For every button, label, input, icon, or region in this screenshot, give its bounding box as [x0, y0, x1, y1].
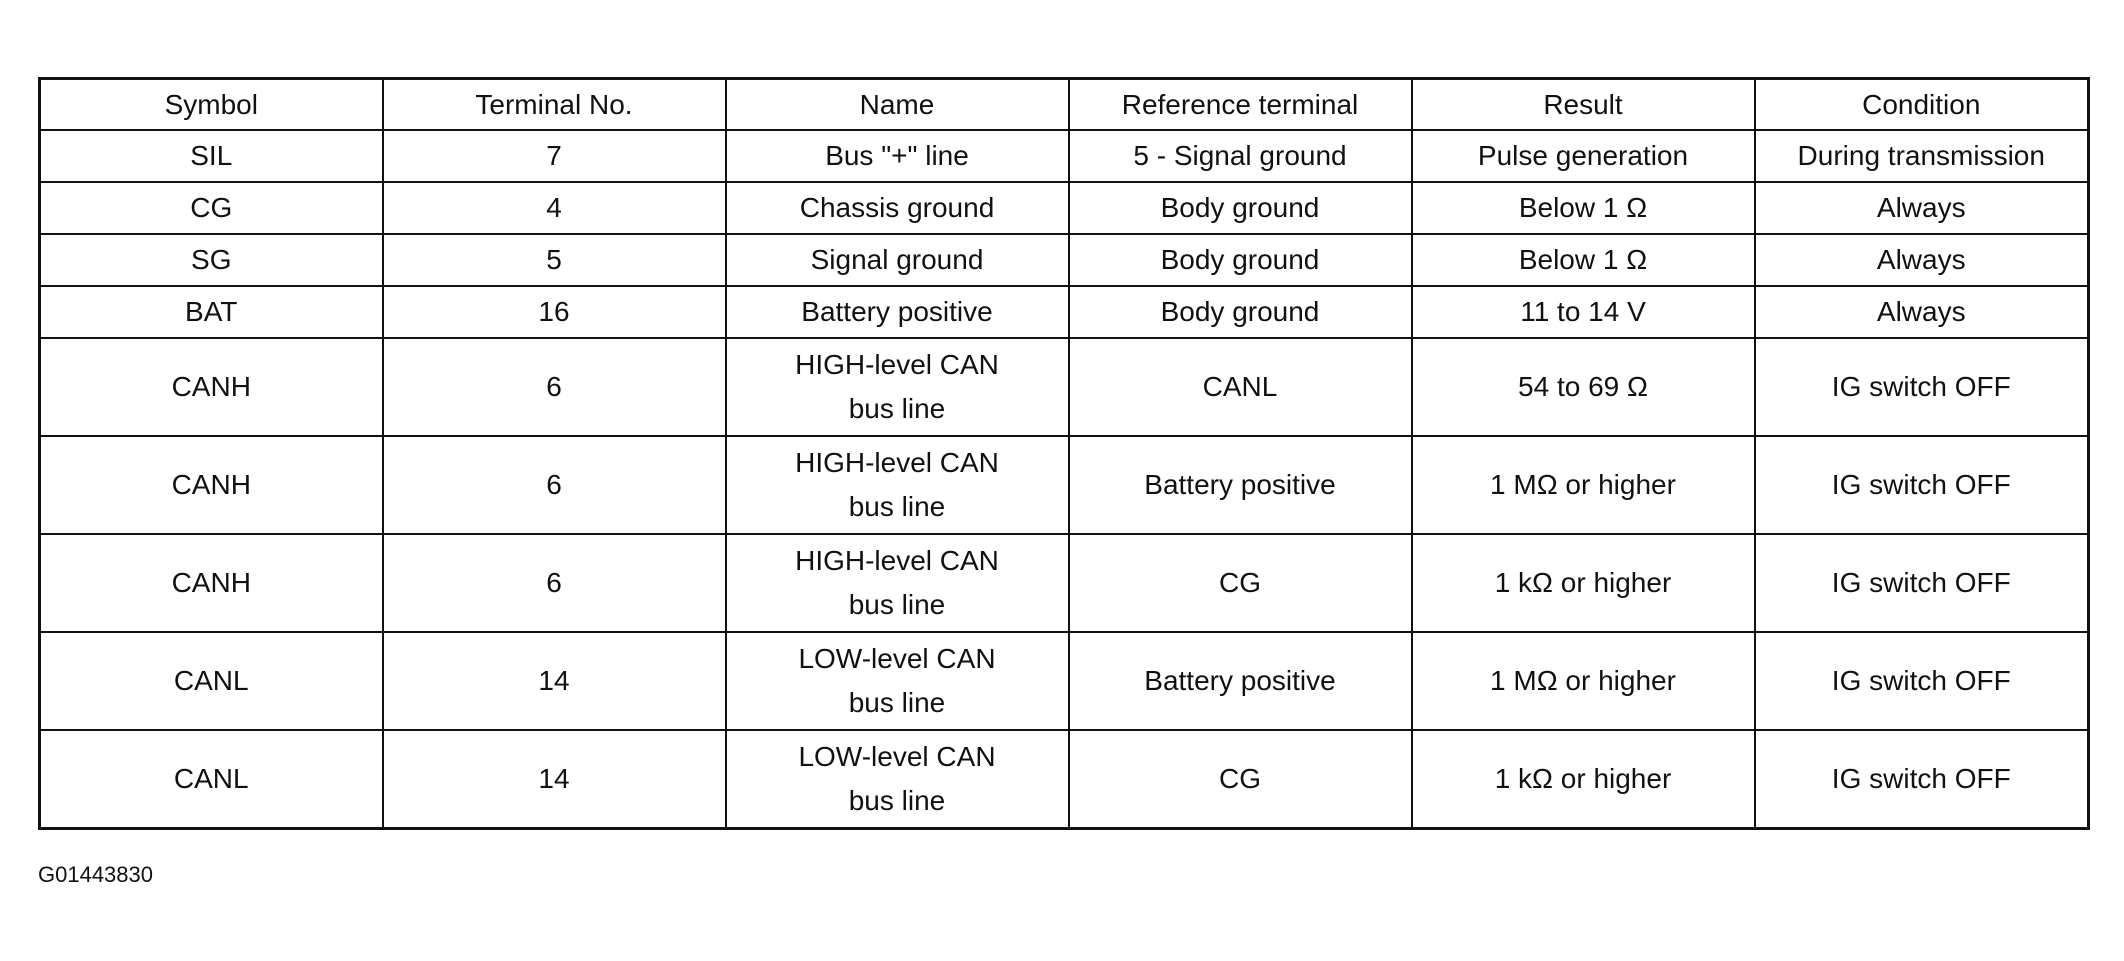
table-row — [40, 534, 2089, 632]
cell-terminal: 14 — [383, 632, 726, 730]
header-symbol: Symbol — [40, 79, 383, 131]
cell-terminal: 6 — [383, 436, 726, 534]
cell-condition: Always — [1755, 286, 2089, 338]
cell-reference: Body ground — [1069, 182, 1412, 234]
cell-name: Chassis ground — [726, 182, 1069, 234]
cell-condition: IG switch OFF — [1755, 632, 2089, 730]
cell-terminal: 14 — [383, 730, 726, 829]
table-row — [40, 182, 2089, 234]
terminal-inspection-table — [38, 77, 2090, 830]
cell-condition: During transmission — [1755, 130, 2089, 182]
cell-terminal: 7 — [383, 130, 726, 182]
cell-result: 1 kΩ or higher — [1412, 730, 1755, 829]
cell-reference: CG — [1069, 730, 1412, 829]
cell-reference: 5 - Signal ground — [1069, 130, 1412, 182]
table-row — [40, 286, 2089, 338]
cell-reference: CG — [1069, 534, 1412, 632]
cell-symbol: CANH — [40, 436, 383, 534]
cell-symbol: CANL — [40, 632, 383, 730]
cell-symbol: CANH — [40, 338, 383, 436]
cell-reference: CANL — [1069, 338, 1412, 436]
cell-result: Below 1 Ω — [1412, 234, 1755, 286]
header-terminal-no: Terminal No. — [383, 79, 726, 131]
table-row — [40, 338, 2089, 436]
cell-reference: Battery positive — [1069, 632, 1412, 730]
cell-condition: Always — [1755, 182, 2089, 234]
header-name: Name — [726, 79, 1069, 131]
cell-terminal: 16 — [383, 286, 726, 338]
cell-condition: Always — [1755, 234, 2089, 286]
table-row — [40, 730, 2089, 829]
cell-name: HIGH-level CAN bus line — [726, 534, 1069, 632]
cell-name: Battery positive — [726, 286, 1069, 338]
cell-result: 1 MΩ or higher — [1412, 632, 1755, 730]
cell-result: 11 to 14 V — [1412, 286, 1755, 338]
cell-terminal: 4 — [383, 182, 726, 234]
cell-symbol: CANL — [40, 730, 383, 829]
cell-name: HIGH-level CAN bus line — [726, 338, 1069, 436]
cell-result: 1 kΩ or higher — [1412, 534, 1755, 632]
cell-terminal: 6 — [383, 534, 726, 632]
header-reference-terminal: Reference terminal — [1069, 79, 1412, 131]
cell-name: LOW-level CAN bus line — [726, 730, 1069, 829]
table-row — [40, 130, 2089, 182]
cell-result: 1 MΩ or higher — [1412, 436, 1755, 534]
cell-reference: Battery positive — [1069, 436, 1412, 534]
cell-condition: IG switch OFF — [1755, 534, 2089, 632]
cell-symbol: SIL — [40, 130, 383, 182]
cell-terminal: 5 — [383, 234, 726, 286]
cell-condition: IG switch OFF — [1755, 338, 2089, 436]
cell-result: 54 to 69 Ω — [1412, 338, 1755, 436]
cell-reference: Body ground — [1069, 234, 1412, 286]
cell-reference: Body ground — [1069, 286, 1412, 338]
cell-symbol: CG — [40, 182, 383, 234]
cell-condition: IG switch OFF — [1755, 436, 2089, 534]
cell-name: LOW-level CAN bus line — [726, 632, 1069, 730]
cell-symbol: SG — [40, 234, 383, 286]
table-row — [40, 436, 2089, 534]
header-result: Result — [1412, 79, 1755, 131]
cell-terminal: 6 — [383, 338, 726, 436]
cell-condition: IG switch OFF — [1755, 730, 2089, 829]
cell-result: Pulse generation — [1412, 130, 1755, 182]
table-header-row — [40, 79, 2089, 131]
figure-id-label: G01443830 — [38, 862, 153, 887]
table-row — [40, 234, 2089, 286]
cell-name: HIGH-level CAN bus line — [726, 436, 1069, 534]
cell-symbol: CANH — [40, 534, 383, 632]
cell-symbol: BAT — [40, 286, 383, 338]
cell-name: Signal ground — [726, 234, 1069, 286]
cell-name: Bus "+" line — [726, 130, 1069, 182]
header-condition: Condition — [1755, 79, 2089, 131]
cell-result: Below 1 Ω — [1412, 182, 1755, 234]
table-row — [40, 632, 2089, 730]
